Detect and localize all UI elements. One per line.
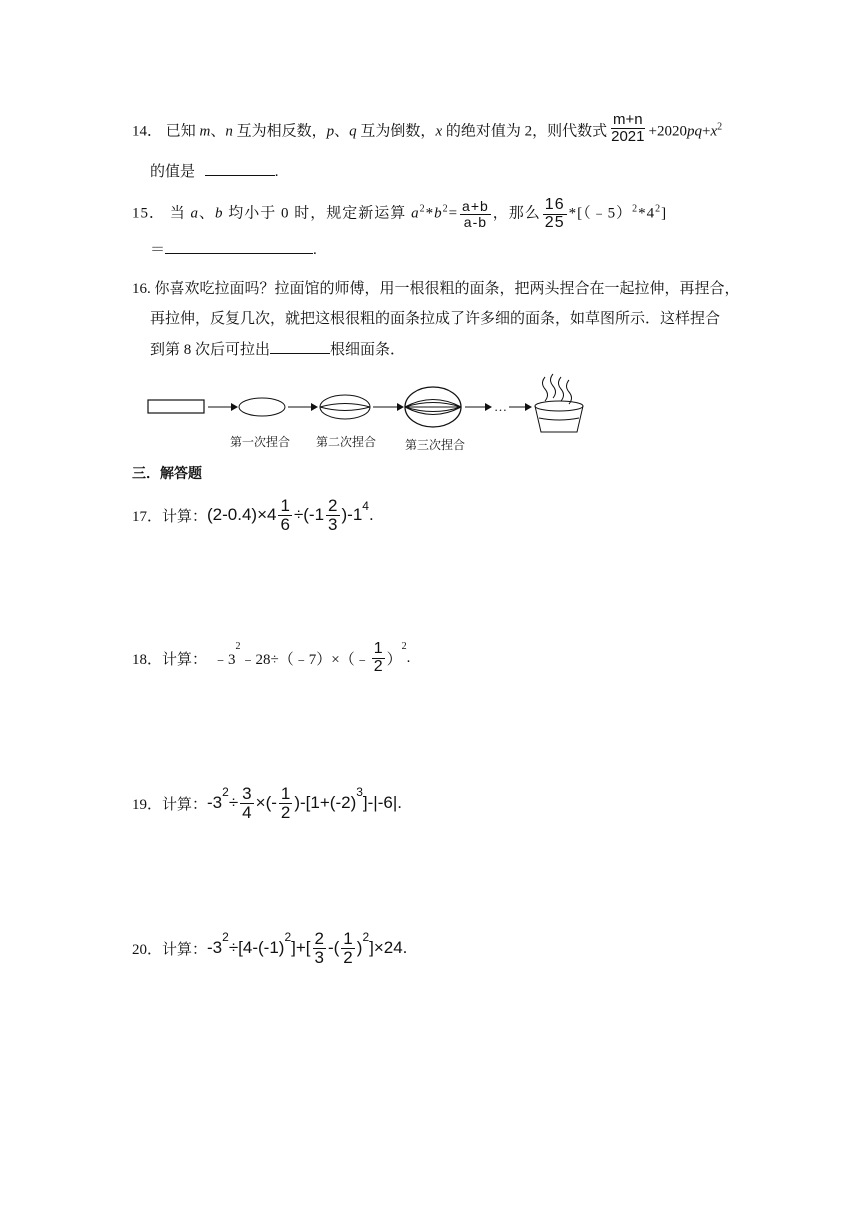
q17-mixed-fraction <box>278 497 291 534</box>
arrow-icon <box>465 403 492 411</box>
exponent: 2 <box>717 121 723 133</box>
fraction-denominator: 3 <box>314 947 324 967</box>
fraction-denominator: 6 <box>280 514 290 534</box>
q15-separator: 、 <box>199 205 216 222</box>
arrow-icon <box>208 403 238 411</box>
q20-label: 20．计算： <box>132 941 208 958</box>
q20-part: ]+[ <box>291 938 311 958</box>
caption-second-fold: 第二次捏合 <box>316 435 377 449</box>
q14-text: 互为倒数， <box>360 123 436 140</box>
q19-expression <box>207 785 402 822</box>
question-15-line1 <box>132 197 667 232</box>
fraction-denominator: a-b <box>463 213 488 230</box>
var-x: x <box>435 123 443 140</box>
q19-part: )-[1+(-2) <box>294 793 357 813</box>
exponent: 2 <box>284 930 292 944</box>
exponent: 2 <box>401 641 407 652</box>
fraction-numerator: a+b <box>462 198 489 215</box>
ellipsis: … <box>494 399 507 414</box>
question-16-line1: 16. 你喜欢吃拉面吗？拉面馆的师傅，用一根很粗的面条，把两头捏合在一起拉伸，再捏合， <box>132 281 740 297</box>
fraction-denominator: 2021 <box>611 127 645 145</box>
exponent: 2 <box>442 203 449 215</box>
q20-fraction <box>313 930 326 967</box>
operator-star: * <box>425 205 435 222</box>
exponent: 2 <box>222 785 229 799</box>
arrow-icon <box>509 403 532 411</box>
exponent: 2 <box>655 203 662 215</box>
fraction-denominator: 3 <box>328 514 338 534</box>
exponent: 4 <box>362 499 369 513</box>
q20-part: -( <box>327 938 340 958</box>
caption-first-fold: 第一次捏合 <box>230 435 291 449</box>
second-fold-shape <box>320 395 370 419</box>
q14-text: 已知 <box>165 123 196 140</box>
q19-part: ÷ <box>228 793 239 813</box>
q19-fraction <box>240 785 253 822</box>
exponent: 2 <box>632 203 639 215</box>
q15-fraction <box>460 199 491 229</box>
q20-expression <box>207 930 407 967</box>
q14-separator: 、 <box>334 123 350 140</box>
q17-label: 17．计算： <box>132 508 208 525</box>
q20-part: -3 <box>207 938 223 958</box>
caption-third-fold: 第三次捏合 <box>405 438 466 452</box>
fraction-denominator: 25 <box>544 213 565 231</box>
q15-text: 均小于 0 时，规定新运算 <box>228 205 407 222</box>
q14-expression: +2020 <box>648 123 687 140</box>
third-fold-shape <box>405 387 461 427</box>
fraction-denominator: 2 <box>280 802 291 822</box>
thick-noodle <box>148 400 204 413</box>
var-p: p <box>326 123 335 140</box>
question-18 <box>132 641 410 676</box>
exponent: 2 <box>235 641 241 652</box>
fraction-numerator: 1 <box>280 784 291 803</box>
q18-label: 18．计算： <box>132 651 208 668</box>
question-14-line2 <box>150 160 279 181</box>
noodle-bowl-icon <box>535 374 583 432</box>
q14-text: 互为相反数， <box>236 123 327 140</box>
q14-number: 14． <box>132 123 163 140</box>
var-x: x <box>710 123 718 140</box>
exponent: 2 <box>222 930 229 944</box>
q15-expression: *4 <box>638 205 656 222</box>
q14-expression: + <box>701 123 711 140</box>
fraction-numerator: 2 <box>314 929 324 948</box>
question-16-line2: 再拉伸，反复几次，就把这根很粗的面条拉成了许多细的面条，如草图所示．这样捏合 <box>150 311 721 327</box>
fraction-numerator: m+n <box>613 111 643 128</box>
q19-part: ×(- <box>255 793 277 813</box>
fraction-numerator: 1 <box>280 496 290 515</box>
q17-expression <box>207 497 374 534</box>
q14-text: 的绝对值为 2，则代数式 <box>445 123 608 140</box>
q18-fraction <box>372 641 385 676</box>
q19-part: ]-|-6|. <box>362 793 402 813</box>
question-14-line1 <box>132 111 723 149</box>
section-heading: 三．解答题 <box>132 466 202 482</box>
q14-answer-blank[interactable] <box>205 175 275 176</box>
var-b: b <box>215 205 224 222</box>
fraction-numerator: 1 <box>373 640 383 657</box>
var-n: n <box>225 123 233 140</box>
q16-text: 根细面条． <box>330 342 406 358</box>
q19-label: 19．计算： <box>132 796 208 813</box>
exponent: 2 <box>362 930 370 944</box>
arrow-icon <box>373 403 404 411</box>
q15-expression: ] <box>661 205 668 222</box>
var-q: q <box>349 123 357 140</box>
q18-end: . <box>406 649 411 666</box>
fraction-numerator: 3 <box>242 784 252 803</box>
arrow-icon <box>288 403 318 411</box>
q15-answer-blank[interactable] <box>165 253 313 254</box>
q14-end: . <box>274 164 279 180</box>
fraction-denominator: 2 <box>373 657 383 675</box>
fraction-numerator: 1 <box>343 929 353 948</box>
exponent: 3 <box>356 785 363 799</box>
q20-fraction-2 <box>341 930 354 967</box>
q17-part: (2-0.4)×4 <box>207 505 277 525</box>
question-20 <box>132 930 407 967</box>
q19-fraction-2 <box>279 785 292 822</box>
q18-part: ﹣28÷（﹣7）×（﹣ <box>240 651 370 668</box>
q16-text: 到第 8 次后可拉出 <box>150 342 271 358</box>
q19-part: -3 <box>207 793 223 813</box>
var-a: a <box>411 205 420 222</box>
q20-part: ) <box>356 938 363 958</box>
var-pq: pq <box>686 123 702 140</box>
q15-text: ，那么 <box>492 205 541 222</box>
fraction-numerator: 16 <box>544 196 565 213</box>
question-19 <box>132 785 402 822</box>
var-a: a <box>190 205 200 222</box>
q14-fraction <box>609 112 646 145</box>
exponent: 2 <box>419 203 426 215</box>
fraction-numerator: 2 <box>328 496 338 515</box>
first-fold-shape <box>239 398 285 416</box>
q15-expression: *[（﹣5） <box>568 205 633 222</box>
q15-text: ＝ <box>150 242 166 258</box>
q14-text: 的值是 <box>150 164 196 180</box>
q14-separator: 、 <box>210 123 226 140</box>
var-b: b <box>434 205 443 222</box>
q20-part: ]×24. <box>369 938 408 958</box>
var-m: m <box>199 123 211 140</box>
q16-answer-blank[interactable] <box>270 353 330 354</box>
q15-text: 当 <box>169 205 186 222</box>
q15-fraction-2 <box>543 197 567 232</box>
q15-number: 15． <box>132 205 166 222</box>
q15-end: . <box>313 242 317 258</box>
question-15-line2 <box>150 238 317 259</box>
question-17 <box>132 497 374 534</box>
q20-part: ÷[4-(-1) <box>228 938 285 958</box>
fraction-denominator: 4 <box>242 802 252 822</box>
question-16-line3 <box>150 338 405 359</box>
fraction-denominator: 2 <box>343 947 353 967</box>
q17-end: . <box>368 505 374 525</box>
q18-part: ﹣3 <box>213 651 236 668</box>
q17-part: ÷(-1 <box>293 505 325 525</box>
equals-sign: = <box>448 205 459 222</box>
q17-part: )-1 <box>341 505 363 525</box>
q18-part: ） <box>386 651 402 668</box>
q17-mixed-fraction-2 <box>326 497 339 534</box>
